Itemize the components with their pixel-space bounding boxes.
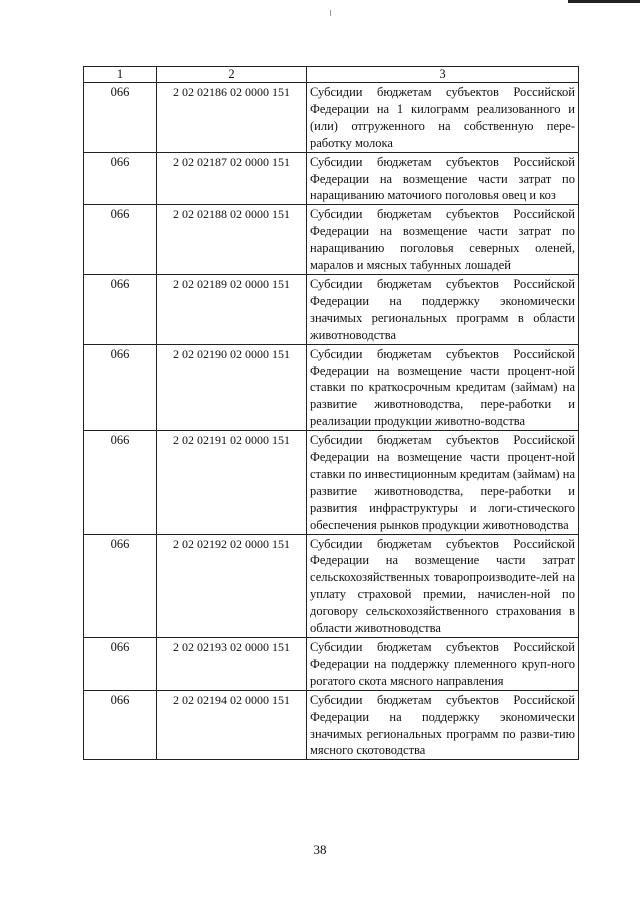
- table-row: [84, 205, 579, 275]
- table-header-row: [84, 67, 579, 83]
- admin-code-cell: 066: [84, 690, 157, 760]
- budget-code-cell: 2 02 02192 02 0000 151: [157, 534, 307, 637]
- page-number: 38: [313, 842, 327, 857]
- table-row: [84, 534, 579, 637]
- description-cell: Субсидии бюджетам субъектов Российской Федерации на поддержку племенного круп-ного рогатого скота мясного направления: [307, 638, 579, 691]
- scan-edge-mark: [568, 0, 640, 3]
- admin-code-cell: 066: [84, 205, 157, 275]
- scan-tick-mark: [330, 10, 331, 16]
- description-cell: Субсидии бюджетам субъектов Российской Федерации на 1 килограмм реализованного и (или) отгруженного на собственную пере-работку молока: [307, 83, 579, 153]
- budget-code-cell: 2 02 02188 02 0000 151: [157, 205, 307, 275]
- table-row: [84, 83, 579, 153]
- table-row: [84, 152, 579, 205]
- budget-codes-table: [83, 66, 579, 760]
- description-cell: Субсидии бюджетам субъектов Российской Федерации на возмещение части затрат сельскохозяйственных товаропроизводите-лей на уплату страховой премии, начислен-ной по договору сельскохозяйственного страхования в области животноводства: [307, 534, 579, 637]
- table-row: [84, 274, 579, 344]
- budget-code-cell: 2 02 02194 02 0000 151: [157, 690, 307, 760]
- admin-code-cell: 066: [84, 534, 157, 637]
- budget-code-cell: 2 02 02193 02 0000 151: [157, 638, 307, 691]
- table-row: [84, 431, 579, 534]
- column-header-3: 3: [307, 67, 579, 83]
- description-cell: Субсидии бюджетам субъектов Российской Федерации на возмещение части процент-ной ставки по краткосрочным кредитам (займам) на развитие животноводства, пере-работки и реализации продукции животно-водства: [307, 344, 579, 431]
- description-cell: Субсидии бюджетам субъектов Российской Федерации на поддержку экономически значимых региональных программ в области животноводства: [307, 274, 579, 344]
- budget-code-cell: 2 02 02189 02 0000 151: [157, 274, 307, 344]
- admin-code-cell: 066: [84, 431, 157, 534]
- table-row: [84, 638, 579, 691]
- description-cell: Субсидии бюджетам субъектов Российской Федерации на возмещение части процент-ной ставки по инвестиционным кредитам (займам) на развитие животноводства, пере-работки и развития инфраструктуры и логи-стического обеспечения рынков продукции животноводства: [307, 431, 579, 534]
- description-cell: Субсидии бюджетам субъектов Российской Федерации на возмещение части затрат по наращиванию поголовья северных оленей, маралов и мясных табунных лошадей: [307, 205, 579, 275]
- description-cell: Субсидии бюджетам субъектов Российской Федерации на возмещение части затрат по наращиванию маточиого поголовья овец и коз: [307, 152, 579, 205]
- column-header-2: 2: [157, 67, 307, 83]
- admin-code-cell: 066: [84, 83, 157, 153]
- admin-code-cell: 066: [84, 152, 157, 205]
- column-header-1: 1: [84, 67, 157, 83]
- table-row: [84, 690, 579, 760]
- admin-code-cell: 066: [84, 274, 157, 344]
- budget-code-cell: 2 02 02186 02 0000 151: [157, 83, 307, 153]
- admin-code-cell: 066: [84, 344, 157, 431]
- table-row: [84, 344, 579, 431]
- budget-code-cell: 2 02 02190 02 0000 151: [157, 344, 307, 431]
- budget-code-cell: 2 02 02191 02 0000 151: [157, 431, 307, 534]
- budget-code-cell: 2 02 02187 02 0000 151: [157, 152, 307, 205]
- admin-code-cell: 066: [84, 638, 157, 691]
- description-cell: Субсидии бюджетам субъектов Российской Федерации на поддержку экономически значимых региональных программ по разви-тию мясного скотоводства: [307, 690, 579, 760]
